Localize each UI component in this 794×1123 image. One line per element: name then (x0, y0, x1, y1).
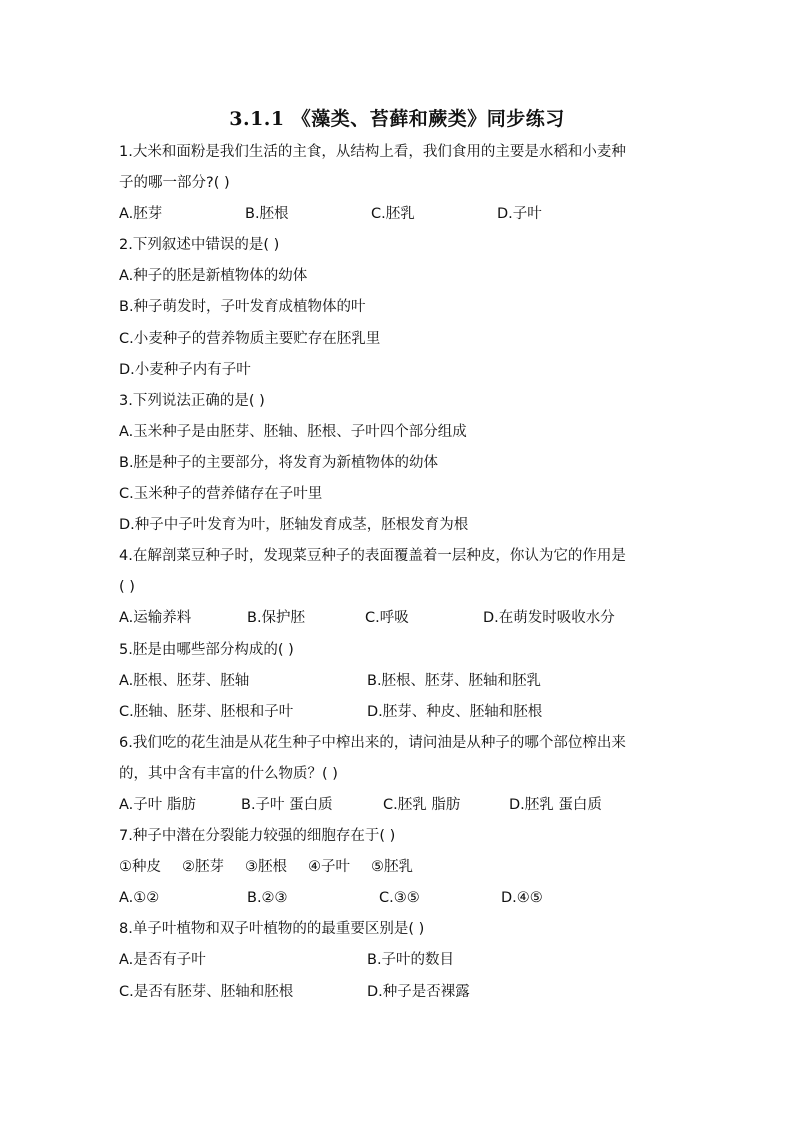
question-8-stem: 8.单子叶植物和双子叶植物的的最重要区别是( ) (119, 921, 425, 938)
question-4-stem-cont: ( ) (119, 579, 135, 596)
option-b: B.子叶的数目 (367, 952, 455, 969)
item-2: ②胚芽 (182, 859, 224, 876)
question-5-stem: 5.胚是由哪些部分构成的( ) (119, 641, 294, 658)
option-c: C.小麦种子的营养物质主要贮存在胚乳里 (119, 330, 381, 347)
question-8-options-row1 (119, 945, 679, 976)
option-b: B.种子萌发时，子叶发育成植物体的叶 (119, 299, 366, 316)
question-1-stem: 1.大米和面粉是我们生活的主食，从结构上看，我们食用的主要是水稻和小麦种 (119, 144, 626, 160)
option-d: D.种子是否裸露 (367, 983, 470, 1000)
option-d: D.小麦种子内有子叶 (119, 361, 251, 378)
question-6-options (119, 790, 679, 821)
page-title: 3.1.1 《藻类、苔藓和蕨类》同步练习 (229, 108, 565, 130)
option-d: D.在萌发时吸收水分 (483, 610, 615, 627)
option-d: D.④⑤ (501, 890, 543, 907)
option-b: B.子叶 蛋白质 (241, 796, 333, 813)
item-5: ⑤胚乳 (371, 859, 413, 876)
question-4-options (119, 603, 679, 634)
option-c: C.胚乳 脂肪 (383, 796, 461, 813)
option-d: D.子叶 (497, 206, 542, 223)
option-c: C.胚轴、胚芽、胚根和子叶 (119, 703, 294, 720)
question-8-options-row2 (119, 977, 679, 1008)
option-b: B.胚根、胚芽、胚轴和胚乳 (367, 672, 542, 689)
option-c: C.呼吸 (365, 610, 409, 627)
option-b: B.胚根 (245, 206, 289, 223)
question-4-stem: 4.在解剖菜豆种子时，发现菜豆种子的表面覆盖着一层种皮，你认为它的作用是 (119, 548, 626, 565)
question-6-stem: 6.我们吃的花生油是从花生种子中榨出来的，请问油是从种子的哪个部位榨出来 (119, 734, 626, 751)
item-1: ①种皮 (119, 859, 161, 876)
item-3: ③胚根 (245, 859, 287, 876)
question-list (119, 137, 679, 1008)
option-b: B.②③ (247, 890, 288, 907)
question-7-stem: 7.种子中潜在分裂能力较强的细胞存在于( ) (119, 828, 396, 845)
question-5-options-row1 (119, 666, 679, 697)
option-c: C.③⑤ (379, 890, 420, 907)
option-a: A.①② (119, 890, 160, 907)
item-4: ④子叶 (308, 859, 350, 876)
option-d: D.胚芽、种皮、胚轴和胚根 (367, 703, 543, 720)
option-b: B.胚是种子的主要部分，将发育为新植物体的幼体 (119, 454, 439, 471)
question-6-stem-cont: 的，其中含有丰富的什么物质？( ) (119, 765, 338, 782)
option-d: D.种子中子叶发育为叶，胚轴发育成茎，胚根发育为根 (119, 517, 469, 534)
option-c: C.胚乳 (371, 206, 415, 223)
question-5-options-row2 (119, 697, 679, 728)
option-c: C.是否有胚芽、胚轴和胚根 (119, 983, 294, 1000)
option-c: C.玉米种子的营养储存在子叶里 (119, 486, 323, 503)
question-7-options (119, 883, 679, 914)
question-3-stem: 3.下列说法正确的是( ) (119, 392, 265, 409)
question-7-items (119, 852, 679, 883)
question-1-stem-cont: 子的哪一部分?( ) (119, 175, 230, 192)
option-a: A.子叶 脂肪 (119, 796, 196, 813)
option-a: A.胚芽 (119, 206, 163, 223)
option-a: A.运输养料 (119, 610, 192, 627)
option-b: B.保护胚 (247, 610, 306, 627)
option-a: A.种子的胚是新植物体的幼体 (119, 268, 308, 285)
option-a: A.胚根、胚芽、胚轴 (119, 672, 250, 689)
option-a: A.玉米种子是由胚芽、胚轴、胚根、子叶四个部分组成 (119, 423, 467, 440)
option-d: D.胚乳 蛋白质 (509, 796, 602, 813)
question-1-options (119, 199, 679, 230)
option-a: A.是否有子叶 (119, 952, 206, 969)
question-2-stem: 2.下列叙述中错误的是( ) (119, 237, 280, 254)
